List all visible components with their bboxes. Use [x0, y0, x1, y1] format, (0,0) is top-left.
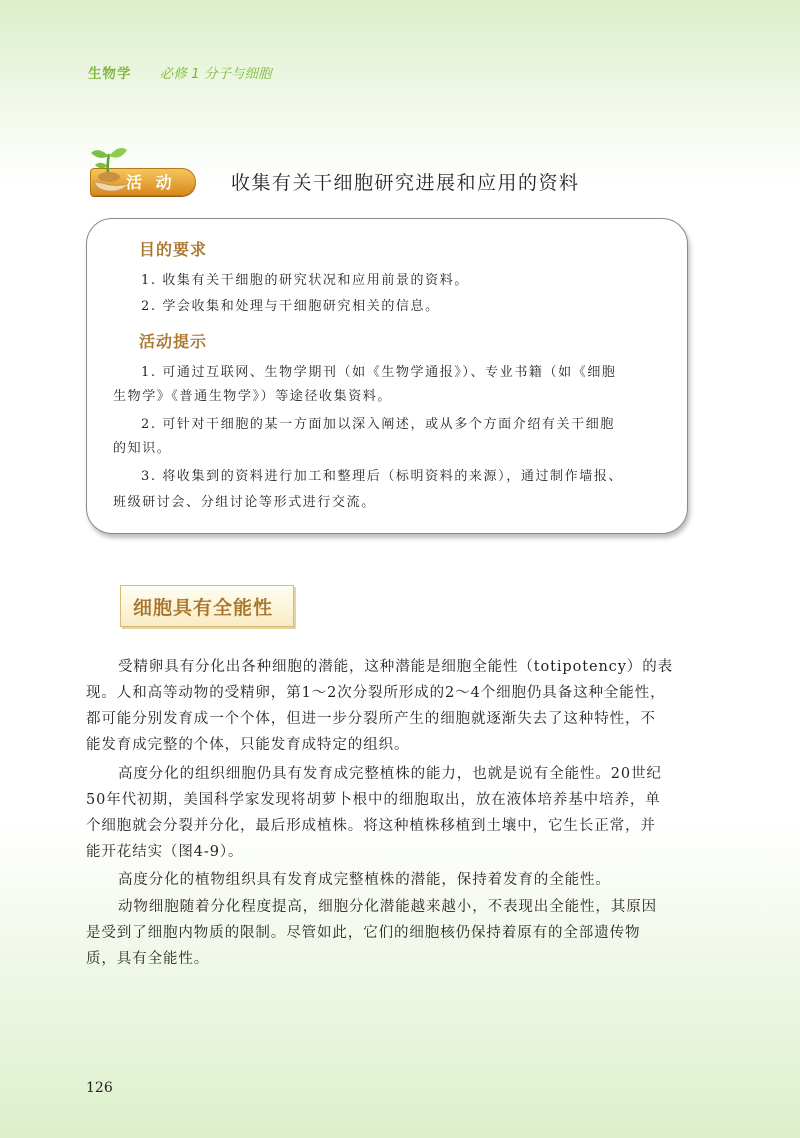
- body-line: 能发育成完整的个体，只能发育成特定的组织。: [86, 737, 410, 753]
- body-line: 50年代初期，美国科学家发现将胡萝卜根中的细胞取出，放在液体培养基中培养，单: [86, 792, 661, 808]
- body-line: 是受到了细胞内物质的限制。尽管如此，它们的细胞核仍保持着原有的全部遗传物: [86, 925, 641, 941]
- body-line: 都可能分别发育成一个个体，但进一步分裂所产生的细胞就逐渐失去了这种特性，不: [86, 711, 656, 727]
- section-title: 细胞具有全能性: [133, 597, 274, 619]
- body-line: 现。人和高等动物的受精卵，第1～2次分裂所形成的2～4个细胞仍具备这种全能性，: [86, 685, 666, 701]
- activity-badge-text: 活 动: [126, 173, 176, 192]
- section-heading: [120, 585, 294, 627]
- activity-title: 收集有关干细胞研究进展和应用的资料: [231, 172, 580, 194]
- body-line: 动物细胞随着分化程度提高，细胞分化潜能越来越小，不表现出全能性，其原因: [118, 899, 657, 915]
- tip-line: 1. 可通过互联网、生物学期刊（如《生物学通报》）、专业书籍（如《细胞: [141, 365, 617, 380]
- body-line: 高度分化的植物组织具有发育成完整植株的潜能，保持着发育的全能性。: [118, 872, 611, 888]
- goal-item: 1. 收集有关干细胞的研究状况和应用前景的资料。: [141, 273, 469, 288]
- tips-title: 活动提示: [139, 332, 208, 351]
- body-line: 高度分化的组织细胞仍具有发育成完整植株的能力，也就是说有全能性。20世纪: [118, 766, 662, 782]
- goal-item: 2. 学会收集和处理与干细胞研究相关的信息。: [141, 299, 440, 314]
- tip-line: 的知识。: [113, 441, 172, 456]
- body-line: 质，具有全能性。: [86, 951, 210, 967]
- tip-line: 班级研讨会、分组讨论等形式进行交流。: [113, 495, 376, 510]
- tip-line: 2. 可针对干细胞的某一方面加以深入阐述，或从多个方面介绍有关干细胞: [141, 417, 615, 432]
- activity-box: [86, 218, 688, 534]
- body-line: 能开花结实（图4-9）。: [86, 844, 244, 860]
- activity-badge: [86, 144, 196, 200]
- body-line: 受精卵具有分化出各种细胞的潜能，这种潜能是细胞全能性（totipotency）的表: [118, 659, 673, 675]
- page-number: 126: [86, 1080, 113, 1096]
- body-line: 个细胞就会分裂并分化，最后形成植株。将这种植株移植到土壤中，它生长正常，并: [86, 818, 656, 834]
- goal-title: 目的要求: [139, 240, 208, 259]
- book-label: 必修 1 分子与细胞: [159, 66, 272, 82]
- activity-heading: [86, 144, 706, 200]
- tip-line: 3. 将收集到的资料进行加工和整理后（标明资料的来源），通过制作墙报、: [141, 469, 624, 484]
- page-header: [88, 62, 271, 82]
- tip-line: 生物学》《普通生物学》）等途径收集资料。: [113, 389, 393, 404]
- subject-label: 生物学: [88, 66, 132, 82]
